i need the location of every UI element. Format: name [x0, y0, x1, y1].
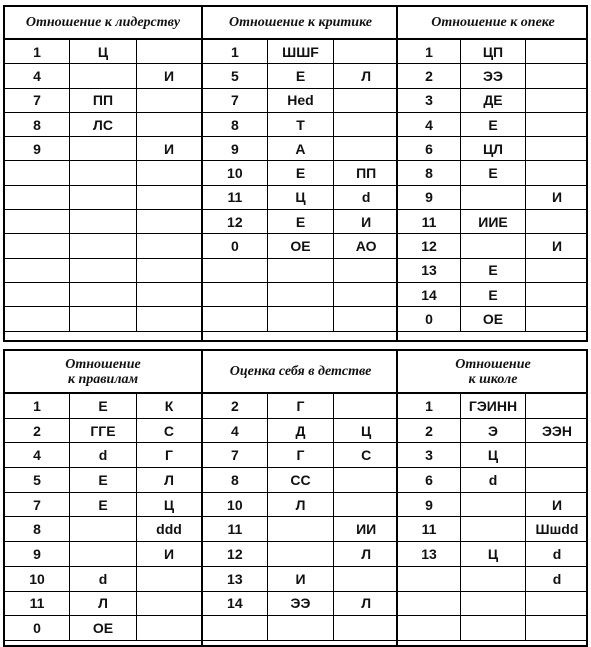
table-cell — [267, 282, 334, 306]
table-cell — [203, 258, 267, 282]
table-cell: 7 — [203, 88, 267, 112]
table-row — [5, 443, 201, 468]
table-cell: Л — [70, 591, 137, 616]
table-cell: 7 — [5, 492, 70, 517]
criticism-title: Отношение к критике — [229, 15, 372, 30]
table-cell: И — [334, 210, 398, 234]
table-cell: 8 — [398, 161, 461, 185]
table-cell — [203, 616, 267, 641]
rules-header — [5, 351, 201, 394]
table-cell: И — [136, 64, 201, 88]
table-cell — [525, 468, 588, 493]
table-cell: 12 — [398, 234, 461, 258]
table-cell: 12 — [203, 542, 267, 567]
table-cell: СС — [267, 468, 334, 493]
childhood-table — [203, 394, 398, 641]
table-cell — [70, 210, 137, 234]
table-cell: 10 — [203, 492, 267, 517]
table-cell: 8 — [203, 112, 267, 136]
table-cell: Е — [267, 64, 334, 88]
bottom-table-block — [3, 349, 588, 647]
table-cell: 9 — [203, 137, 267, 161]
guardianship-header — [398, 7, 588, 40]
table-row — [398, 591, 588, 616]
school-title-line1: Отношение — [455, 356, 531, 372]
table-cell — [70, 307, 137, 331]
table-cell — [461, 492, 526, 517]
table-cell: d — [461, 468, 526, 493]
table-cell — [136, 566, 201, 591]
table-cell: И — [267, 566, 334, 591]
table-row — [5, 40, 201, 64]
table-row — [5, 185, 201, 209]
table-row — [398, 234, 588, 258]
table-cell: d — [525, 542, 588, 567]
guardianship-column — [396, 7, 588, 340]
table-cell: Е — [461, 258, 526, 282]
table-cell: 2 — [203, 394, 267, 418]
table-cell: И — [136, 137, 201, 161]
table-cell — [334, 492, 398, 517]
table-cell — [70, 282, 137, 306]
table-row — [203, 234, 398, 258]
table-cell — [398, 566, 461, 591]
table-row — [203, 591, 398, 616]
table-cell: ЦЛ — [461, 137, 526, 161]
table-cell: ЭЭ — [461, 64, 526, 88]
table-cell — [525, 210, 588, 234]
table-row — [203, 282, 398, 306]
table-cell: К — [136, 394, 201, 418]
table-cell — [334, 566, 398, 591]
table-cell: 8 — [203, 468, 267, 493]
table-cell: С — [334, 443, 398, 468]
table-cell: 0 — [5, 616, 70, 641]
school-table — [398, 394, 588, 641]
table-row — [398, 185, 588, 209]
table-cell: Шшdd — [525, 517, 588, 542]
table-cell: 1 — [398, 40, 461, 64]
table-cell — [5, 161, 70, 185]
table-row — [5, 591, 201, 616]
table-cell: d — [525, 566, 588, 591]
table-cell — [136, 591, 201, 616]
table-row — [398, 418, 588, 443]
table-row — [203, 88, 398, 112]
table-cell: 13 — [203, 566, 267, 591]
table-cell — [525, 88, 588, 112]
table-cell: 7 — [5, 88, 70, 112]
table-cell — [525, 282, 588, 306]
table-cell: Е — [461, 112, 526, 136]
table-cell — [334, 88, 398, 112]
table-cell: Л — [267, 492, 334, 517]
table-cell — [267, 307, 334, 331]
criticism-table — [203, 40, 398, 332]
table-cell — [525, 64, 588, 88]
table-cell: 13 — [398, 542, 461, 567]
table-row — [5, 542, 201, 567]
table-cell: Л — [334, 64, 398, 88]
table-row — [5, 88, 201, 112]
table-cell: 14 — [203, 591, 267, 616]
table-cell: Э — [461, 418, 526, 443]
table-cell: d — [70, 566, 137, 591]
table-row — [5, 161, 201, 185]
table-row — [398, 258, 588, 282]
table-cell: 1 — [203, 40, 267, 64]
table-row — [5, 282, 201, 306]
table-cell: 6 — [398, 468, 461, 493]
table-row — [398, 468, 588, 493]
table-cell — [70, 185, 137, 209]
rules-title-line1: Отношение — [65, 356, 141, 372]
table-row — [5, 258, 201, 282]
table-cell: 9 — [5, 137, 70, 161]
table-cell — [5, 234, 70, 258]
table-cell — [525, 161, 588, 185]
rules-column — [5, 351, 201, 645]
school-column — [396, 351, 588, 645]
table-cell — [136, 234, 201, 258]
table-row — [203, 258, 398, 282]
table-row — [398, 64, 588, 88]
table-cell: ПП — [70, 88, 137, 112]
table-cell: 5 — [203, 64, 267, 88]
table-cell — [267, 517, 334, 542]
table-cell — [525, 443, 588, 468]
leadership-header — [5, 7, 201, 40]
table-cell: 10 — [5, 566, 70, 591]
table-cell — [136, 161, 201, 185]
table-cell — [334, 112, 398, 136]
table-cell — [461, 517, 526, 542]
top-table-block — [3, 5, 588, 342]
table-row — [398, 137, 588, 161]
table-cell — [334, 616, 398, 641]
guardianship-table — [398, 40, 588, 332]
table-cell: Е — [70, 468, 137, 493]
table-cell — [267, 258, 334, 282]
table-cell — [5, 258, 70, 282]
table-cell: И — [136, 542, 201, 567]
table-cell — [461, 185, 526, 209]
table-row — [203, 443, 398, 468]
table-cell — [136, 258, 201, 282]
table-cell: ШШF — [267, 40, 334, 64]
table-cell: Е — [461, 282, 526, 306]
table-row — [398, 517, 588, 542]
table-cell — [461, 616, 526, 641]
table-cell — [525, 112, 588, 136]
table-cell — [267, 616, 334, 641]
childhood-column — [201, 351, 398, 645]
table-cell: ddd — [136, 517, 201, 542]
table-cell: И — [525, 234, 588, 258]
table-row — [398, 566, 588, 591]
table-cell: АО — [334, 234, 398, 258]
table-cell: 0 — [398, 307, 461, 331]
table-row — [203, 210, 398, 234]
table-cell: Г — [136, 443, 201, 468]
table-row — [203, 112, 398, 136]
childhood-title: Оценка себя в детстве — [229, 364, 372, 379]
childhood-header — [203, 351, 398, 394]
table-row — [203, 307, 398, 331]
table-cell: Ц — [461, 542, 526, 567]
leadership-column — [5, 7, 201, 340]
table-cell — [461, 591, 526, 616]
table-row — [5, 616, 201, 641]
school-title-line2: к школе — [468, 371, 518, 387]
table-cell — [5, 210, 70, 234]
table-cell: 11 — [398, 517, 461, 542]
table-cell: А — [267, 137, 334, 161]
table-cell: Е — [70, 394, 137, 418]
table-cell: ДЕ — [461, 88, 526, 112]
table-row — [203, 492, 398, 517]
table-row — [398, 161, 588, 185]
table-cell: 2 — [398, 64, 461, 88]
table-row — [5, 394, 201, 418]
table-cell: d — [70, 443, 137, 468]
table-cell — [136, 185, 201, 209]
rules-table — [5, 394, 201, 641]
table-cell: ОЕ — [70, 616, 137, 641]
table-row — [203, 566, 398, 591]
table-cell — [136, 112, 201, 136]
leadership-table — [5, 40, 201, 332]
table-row — [398, 307, 588, 331]
table-cell: 8 — [5, 112, 70, 136]
table-cell — [461, 234, 526, 258]
table-cell — [203, 307, 267, 331]
table-row — [5, 418, 201, 443]
table-cell: 9 — [398, 185, 461, 209]
table-cell: ПП — [334, 161, 398, 185]
table-cell — [334, 394, 398, 418]
table-cell: 8 — [5, 517, 70, 542]
table-cell — [525, 591, 588, 616]
table-cell — [461, 566, 526, 591]
table-cell: Л — [334, 591, 398, 616]
table-cell: 1 — [5, 394, 70, 418]
table-cell: Л — [334, 542, 398, 567]
table-cell: 11 — [203, 517, 267, 542]
table-cell: ЦП — [461, 40, 526, 64]
table-cell — [70, 137, 137, 161]
table-row — [398, 88, 588, 112]
table-cell: И — [525, 185, 588, 209]
table-row — [398, 210, 588, 234]
table-cell: Ц — [136, 492, 201, 517]
table-cell: ОЕ — [461, 307, 526, 331]
table-cell — [334, 40, 398, 64]
table-cell: 12 — [203, 210, 267, 234]
table-row — [5, 492, 201, 517]
table-cell: ЭЭ — [267, 591, 334, 616]
table-cell: 13 — [398, 258, 461, 282]
table-row — [398, 394, 588, 418]
table-cell: Hed — [267, 88, 334, 112]
table-cell: 14 — [398, 282, 461, 306]
table-cell — [525, 258, 588, 282]
rules-title-line2: к правилам — [67, 371, 139, 387]
table-cell: 5 — [5, 468, 70, 493]
table-cell — [525, 307, 588, 331]
table-cell — [5, 307, 70, 331]
table-cell — [70, 161, 137, 185]
table-row — [398, 542, 588, 567]
table-cell: Е — [267, 161, 334, 185]
table-row — [398, 616, 588, 641]
table-cell — [334, 137, 398, 161]
table-cell — [5, 282, 70, 306]
table-cell: ИИ — [334, 517, 398, 542]
table-cell — [334, 282, 398, 306]
table-cell — [525, 137, 588, 161]
table-cell — [70, 234, 137, 258]
table-row — [398, 492, 588, 517]
table-cell: ГЭИНН — [461, 394, 526, 418]
table-cell: Д — [267, 418, 334, 443]
table-cell: 2 — [5, 418, 70, 443]
table-row — [398, 40, 588, 64]
table-row — [203, 468, 398, 493]
table-row — [398, 443, 588, 468]
table-cell: ЛС — [70, 112, 137, 136]
table-row — [203, 161, 398, 185]
table-cell: ГГЕ — [70, 418, 137, 443]
table-cell — [136, 88, 201, 112]
table-cell: Е — [70, 492, 137, 517]
table-cell: 3 — [398, 443, 461, 468]
table-row — [398, 282, 588, 306]
table-cell: Ц — [267, 185, 334, 209]
table-cell: И — [525, 492, 588, 517]
table-cell: Т — [267, 112, 334, 136]
table-cell — [70, 64, 137, 88]
table-cell — [398, 591, 461, 616]
table-cell — [334, 258, 398, 282]
table-cell — [267, 542, 334, 567]
table-cell: 9 — [5, 542, 70, 567]
table-row — [5, 210, 201, 234]
table-row — [203, 394, 398, 418]
table-cell: ЭЭН — [525, 418, 588, 443]
table-row — [5, 307, 201, 331]
table-row — [5, 517, 201, 542]
table-cell: Ц — [334, 418, 398, 443]
table-row — [5, 566, 201, 591]
table-row — [5, 64, 201, 88]
table-cell: 11 — [203, 185, 267, 209]
table-cell — [203, 282, 267, 306]
table-cell: 3 — [398, 88, 461, 112]
table-cell: 7 — [203, 443, 267, 468]
table-cell — [70, 517, 137, 542]
table-cell — [70, 258, 137, 282]
table-row — [5, 468, 201, 493]
table-row — [203, 185, 398, 209]
table-cell: 10 — [203, 161, 267, 185]
table-row — [203, 64, 398, 88]
table-cell: 11 — [398, 210, 461, 234]
table-cell: Ц — [70, 40, 137, 64]
criticism-header — [203, 7, 398, 40]
table-row — [203, 517, 398, 542]
table-row — [398, 112, 588, 136]
guardianship-title: Отношение к опеке — [431, 15, 555, 30]
table-row — [203, 40, 398, 64]
table-cell — [398, 616, 461, 641]
table-row — [5, 137, 201, 161]
table-cell: Г — [267, 443, 334, 468]
table-cell: 1 — [5, 40, 70, 64]
school-header — [398, 351, 588, 394]
table-cell — [525, 394, 588, 418]
table-row — [203, 542, 398, 567]
table-cell: Е — [267, 210, 334, 234]
table-cell: ИИЕ — [461, 210, 526, 234]
table-cell: 4 — [5, 443, 70, 468]
table-row — [5, 112, 201, 136]
table-cell: 6 — [398, 137, 461, 161]
table-cell: Ц — [461, 443, 526, 468]
table-cell: ОЕ — [267, 234, 334, 258]
table-cell — [525, 40, 588, 64]
leadership-title: Отношение к лидерству — [25, 15, 181, 30]
table-cell — [525, 616, 588, 641]
table-cell: 4 — [203, 418, 267, 443]
table-cell: 2 — [398, 418, 461, 443]
table-cell — [334, 468, 398, 493]
table-cell: С — [136, 418, 201, 443]
table-row — [5, 234, 201, 258]
table-cell: 9 — [398, 492, 461, 517]
criticism-column — [201, 7, 398, 340]
table-row — [203, 616, 398, 641]
table-cell: Г — [267, 394, 334, 418]
table-cell — [136, 282, 201, 306]
table-cell: Е — [461, 161, 526, 185]
table-cell — [334, 307, 398, 331]
table-cell — [5, 185, 70, 209]
table-cell — [136, 40, 201, 64]
table-cell: 4 — [398, 112, 461, 136]
table-cell: 11 — [5, 591, 70, 616]
table-row — [203, 418, 398, 443]
table-cell — [70, 542, 137, 567]
table-cell: 4 — [5, 64, 70, 88]
table-row — [203, 137, 398, 161]
table-cell: Л — [136, 468, 201, 493]
table-cell: 1 — [398, 394, 461, 418]
table-cell: d — [334, 185, 398, 209]
table-cell — [136, 616, 201, 641]
table-cell — [136, 307, 201, 331]
table-cell — [136, 210, 201, 234]
table-cell: 0 — [203, 234, 267, 258]
